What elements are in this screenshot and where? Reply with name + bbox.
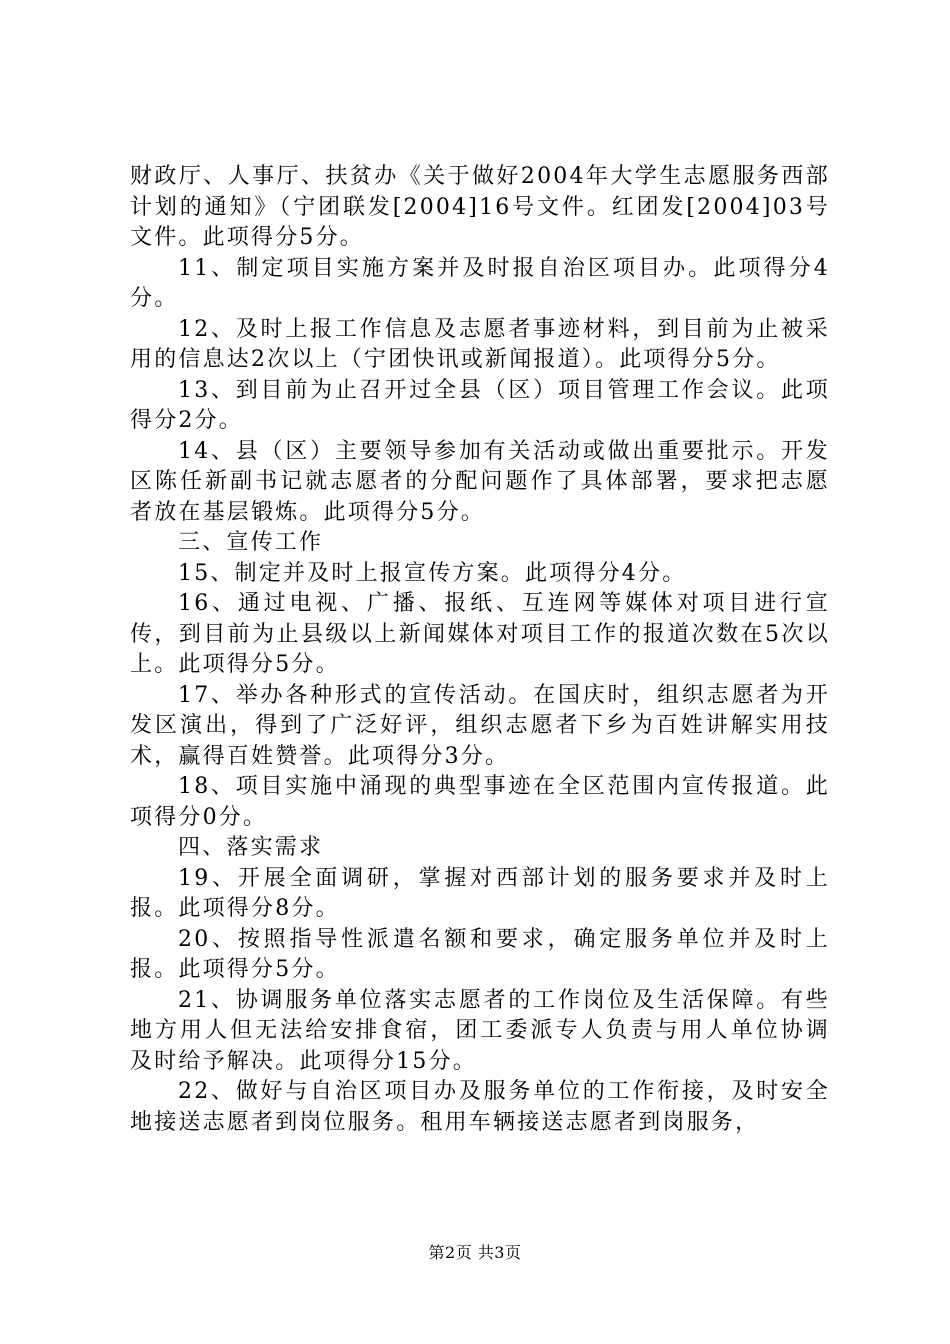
paragraph: 21、协调服务单位落实志愿者的工作岗位及生活保障。有些地方用人但无法给安排食宿，团工委派专人负责与用人单位协调及时给予解决。此项得分15分。 [130, 987, 830, 1074]
paragraph: 20、按照指导性派遣名额和要求，确定服务单位并及时上报。此项得分5分。 [130, 926, 830, 982]
section-heading: 四、落实需求 [178, 835, 324, 860]
paragraph: 财政厅、人事厅、扶贫办《关于做好2004年大学生志愿服务西部计划的通知》（宁团联发[2004]16号文件。红团发[2004]03号文件。此项得分5分。 [130, 164, 830, 250]
document-body [130, 162, 830, 1138]
paragraph: 16、通过电视、广播、报纸、互连网等媒体对项目进行宣传，到目前为止县级以上新闻媒体对项目工作的报道次数在5次以上。此项得分5分。 [130, 591, 830, 677]
page-footer: 第2页 共3页 [428, 1243, 522, 1262]
paragraph: 19、开展全面调研，掌握对西部计划的服务要求并及时上报。此项得分8分。 [130, 865, 830, 921]
paragraph: 12、及时上报工作信息及志愿者事迹材料，到目前为止被采用的信息达2次以上（宁团快讯或新闻报道）。此项得分5分。 [130, 316, 830, 372]
section-heading: 三、宣传工作 [178, 530, 324, 555]
paragraph: 11、制定项目实施方案并及时报自治区项目办。此项得分4分。 [130, 255, 830, 311]
paragraph: 15、制定并及时上报宣传方案。此项得分4分。 [178, 560, 687, 586]
paragraph: 22、做好与自治区项目办及服务单位的工作衔接，及时安全地接送志愿者到岗位服务。租用车辆接送志愿者到岗服务， [130, 1079, 830, 1135]
paragraph: 13、到目前为止召开过全县（区）项目管理工作会议。此项得分2分。 [130, 377, 830, 433]
paragraph: 17、举办各种形式的宣传活动。在国庆时，组织志愿者为开发区演出，得到了广泛好评，组织志愿者下乡为百姓讲解实用技术，赢得百姓赞誉。此项得分3分。 [130, 682, 830, 769]
paragraph: 18、项目实施中涌现的典型事迹在全区范围内宣传报道。此项得分0分。 [130, 774, 830, 830]
paragraph: 14、县（区）主要领导参加有关活动或做出重要批示。开发区陈任新副书记就志愿者的分配问题作了具体部署，要求把志愿者放在基层锻炼。此项得分5分。 [130, 438, 830, 525]
